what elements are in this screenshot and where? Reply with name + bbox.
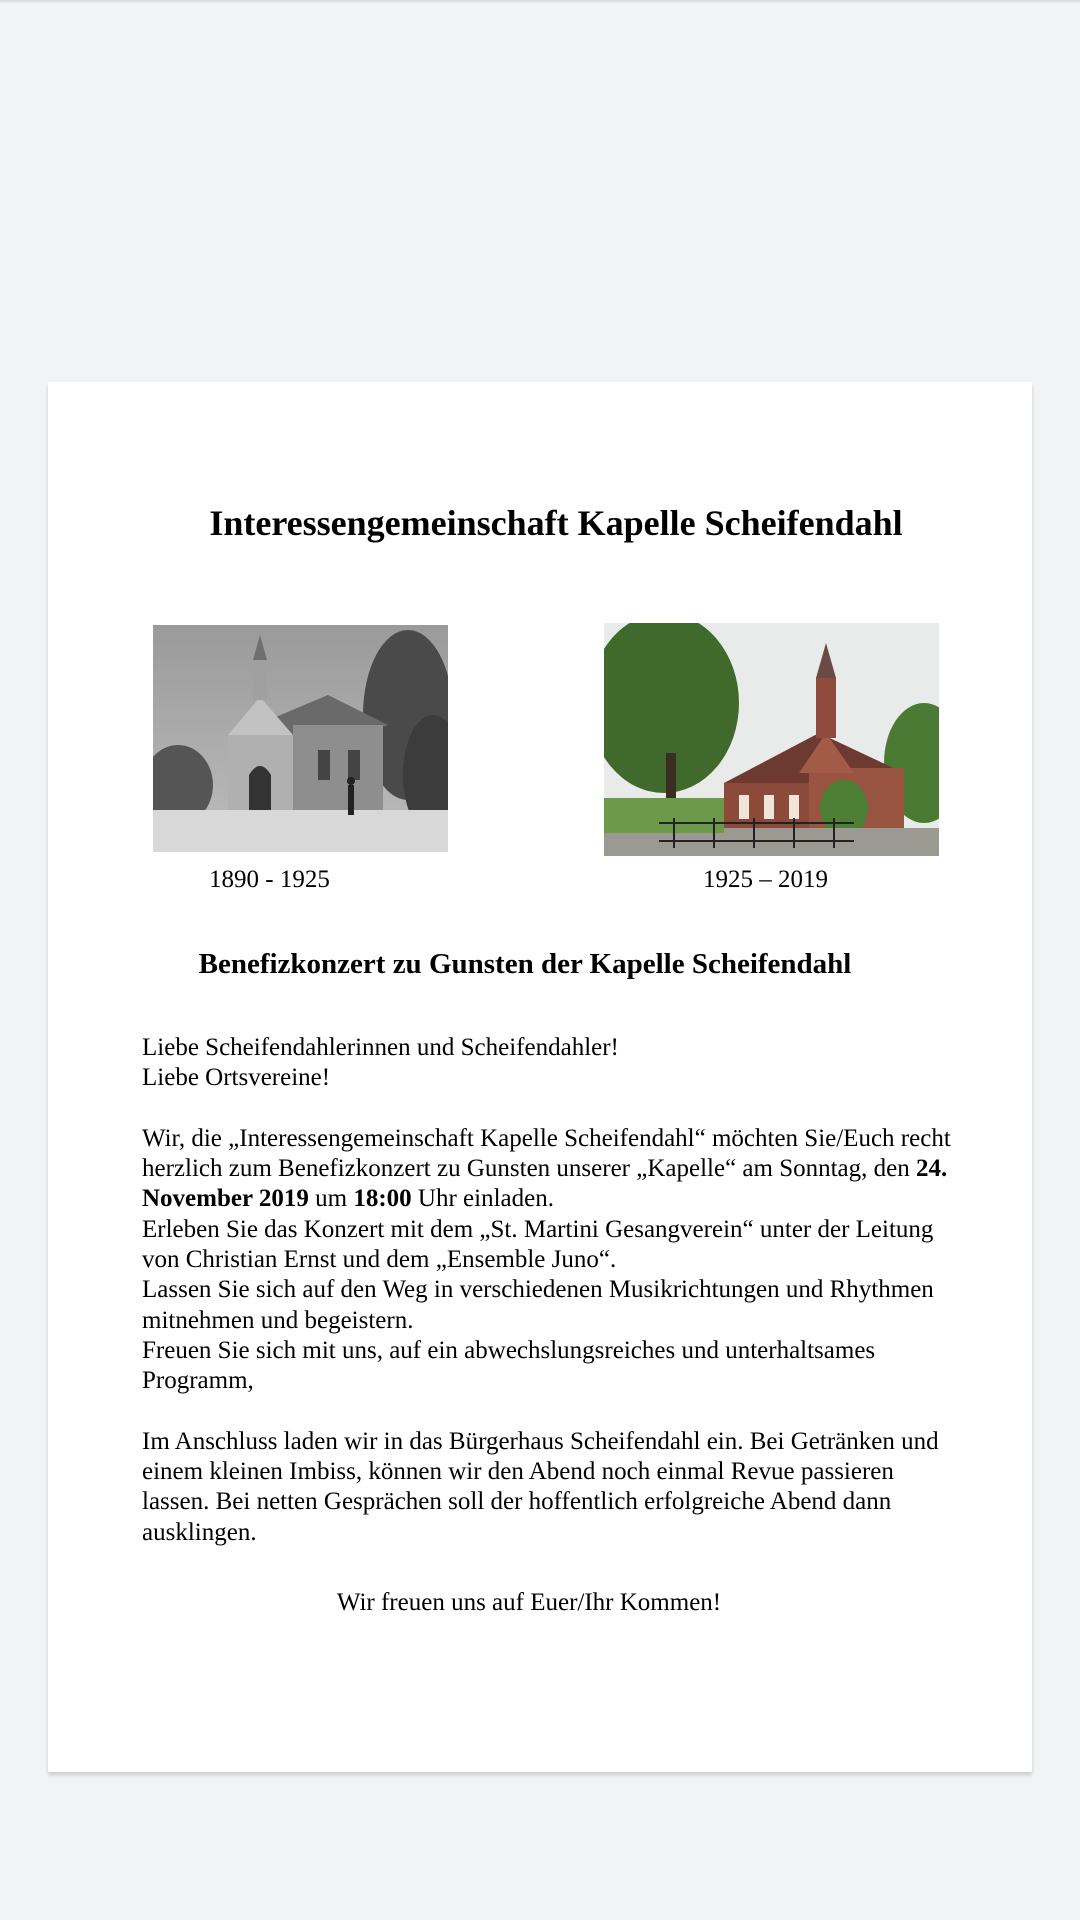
old-chapel-photo: [153, 625, 448, 852]
invitation-text-c: Uhr einladen.: [411, 1185, 554, 1213]
program-paragraph: Freuen Sie sich mit uns, auf ein abwechslungsreiches und unterhaltsames Programm,: [142, 1336, 876, 1395]
paragraph-gap: [142, 1094, 952, 1124]
event-date: 24. November 2019: [142, 1155, 948, 1213]
current-photo-caption: 1925 – 2019: [703, 866, 828, 893]
event-time: 18:00: [353, 1185, 412, 1213]
invitation-letter: [142, 1033, 952, 1548]
current-chapel-photo: [604, 623, 939, 856]
document-page: [48, 382, 1032, 1772]
paragraph-gap: [142, 1397, 952, 1427]
event-subtitle: Benefizkonzert zu Gunsten der Kapelle Scheifendahl: [198, 948, 852, 980]
concert-paragraph: Erleben Sie das Konzert mit dem „St. Martini Gesangverein“ unter der Leitung von Christian Ernst und dem „Ensemble Juno“.: [142, 1215, 934, 1274]
reception-paragraph: Im Anschluss laden wir in das Bürgerhaus Scheifendahl ein. Bei Getränken und einem kleinen Imbiss, können wir den Abend noch einmal Revue passieren lassen. Bei netten Gesprächen soll der hoffentlich erfolgreiche Abend dann ausklingen.: [142, 1427, 939, 1546]
invitation-paragraph: [142, 1124, 952, 1215]
old-photo-caption: 1890 - 1925: [209, 866, 330, 893]
invitation-text-a: Wir, die „Interessengemeinschaft Kapelle Scheifendahl“ möchten Sie/Euch recht herzlich zum Benefizkonzert zu Gunsten unserer „Kapelle“ am Sonntag, den: [142, 1124, 951, 1183]
greeting-line-1: Liebe Scheifendahlerinnen und Scheifendahler!: [142, 1034, 619, 1061]
top-shadow-bar: [0, 0, 1080, 3]
invitation-text-b: um: [308, 1185, 354, 1213]
music-paragraph: Lassen Sie sich auf den Weg in verschiedenen Musikrichtungen und Rhythmen mitnehmen und begeistern.: [142, 1276, 934, 1334]
greeting-line-2: Liebe Ortsvereine!: [142, 1064, 331, 1092]
page-title: Interessengemeinschaft Kapelle Scheifendahl: [209, 503, 903, 543]
closing-line: Wir freuen uns auf Euer/Ihr Kommen!: [336, 1589, 722, 1616]
